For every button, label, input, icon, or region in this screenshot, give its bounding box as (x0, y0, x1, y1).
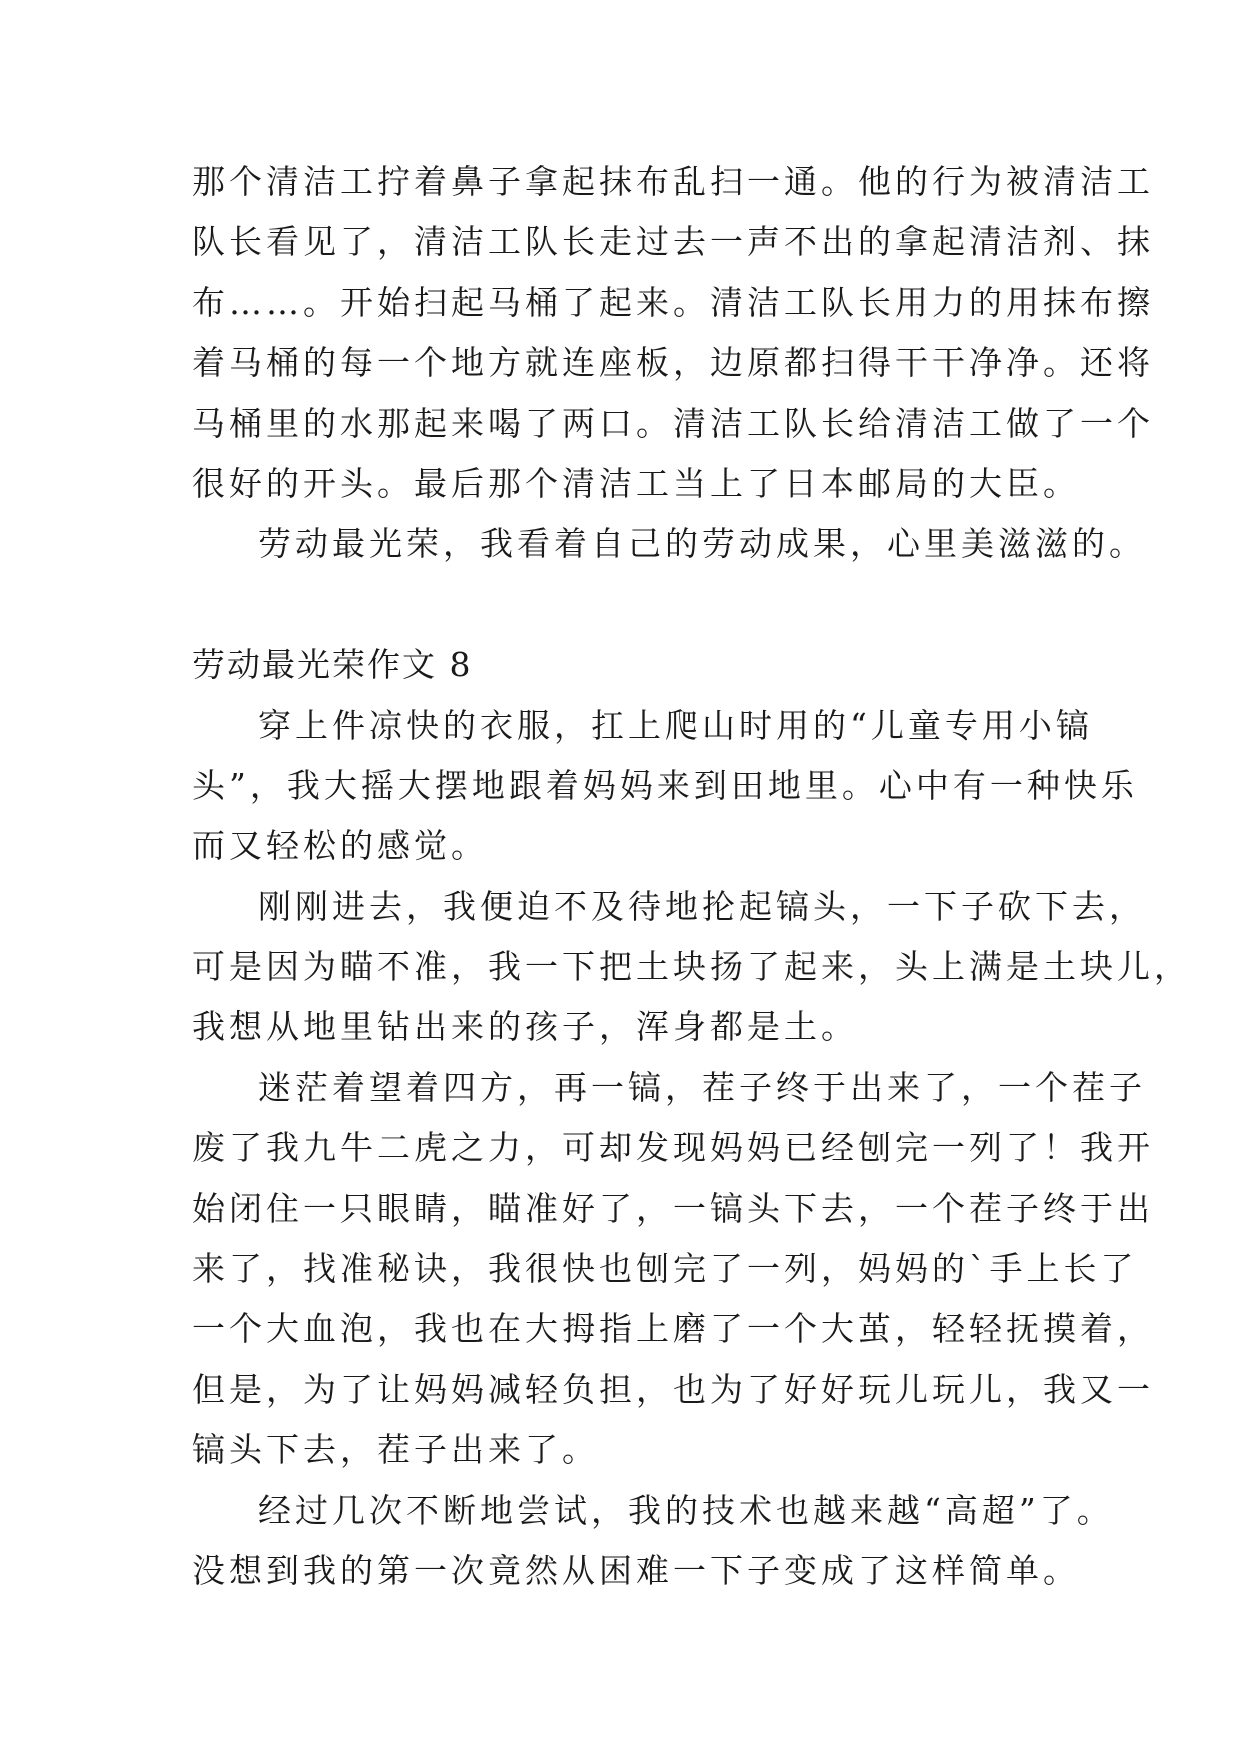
paragraph-1 (192, 696, 1138, 877)
closing-paragraph: 劳动最光荣，我看着自己的劳动成果，心里美滋滋的。 (258, 524, 1146, 564)
paragraph-2 (192, 877, 1191, 1058)
text-line: 刚刚进去，我便迫不及待地抡起镐头，一下子砍下去， (258, 886, 1146, 926)
text-line: 着马桶的每一个地方就连座板，边原都扫得干干净净。还将 (192, 343, 1154, 383)
text-line: 布……。开始扫起马桶了起来。清洁工队长用力的用抹布擦 (192, 282, 1154, 322)
text-line: 始闭住一只眼睛，瞄准好了，一镐头下去，一个茬子终于出 (192, 1188, 1154, 1228)
text-line: 那个清洁工拧着鼻子拿起抹布乱扫一通。他的行为被清洁工 (192, 162, 1154, 201)
text-line: 一个大血泡，我也在大拇指上磨了一个大茧，轻轻抚摸着， (192, 1309, 1154, 1349)
section-spacer (192, 575, 1072, 635)
text-line: 穿上件凉快的衣服，扛上爬山时用的“儿童专用小镐 (258, 705, 1093, 745)
text-line: 马桶里的水那起来喝了两口。清洁工队长给清洁工做了一个 (192, 403, 1154, 443)
text-line: 来了，找准秘诀，我很快也刨完了一列，妈妈的`手上长了 (192, 1249, 1138, 1289)
paragraph-3 (192, 1058, 1154, 1481)
paragraph-4 (192, 1481, 1114, 1602)
previous-essay-paragraph (192, 152, 1154, 514)
text-line: 队长看见了，清洁工队长走过去一声不出的拿起清洁剂、抹 (192, 222, 1154, 262)
text-line: 头”，我大摇大摆地跟着妈妈来到田地里。心中有一种快乐 (192, 765, 1138, 805)
text-line: 迷茫着望着四方，再一镐，茬子终于出来了，一个茬子 (258, 1067, 1146, 1107)
text-line: 镐头下去，茬子出来了。 (192, 1430, 599, 1470)
text-line: 而又轻松的感觉。 (192, 826, 488, 866)
text-line: 我想从地里钻出来的孩子，浑身都是土。 (192, 1007, 858, 1047)
section-title: 劳动最光荣作文 8 (192, 645, 473, 685)
text-line: 很好的开头。最后那个清洁工当上了日本邮局的大臣。 (192, 463, 1080, 503)
document-body (192, 152, 1191, 1601)
text-line: 可是因为瞄不准，我一下把土块扬了起来，头上满是土块儿， (192, 947, 1191, 987)
text-line: 但是，为了让妈妈减轻负担，也为了好好玩儿玩儿，我又一 (192, 1369, 1154, 1409)
text-line: 经过几次不断地尝试，我的技术也越来越“高超”了。 (258, 1490, 1114, 1530)
text-line: 废了我九牛二虎之力，可却发现妈妈已经刨完一列了！我开 (192, 1128, 1154, 1168)
text-line: 没想到我的第一次竟然从困难一下子变成了这样简单。 (192, 1550, 1080, 1590)
